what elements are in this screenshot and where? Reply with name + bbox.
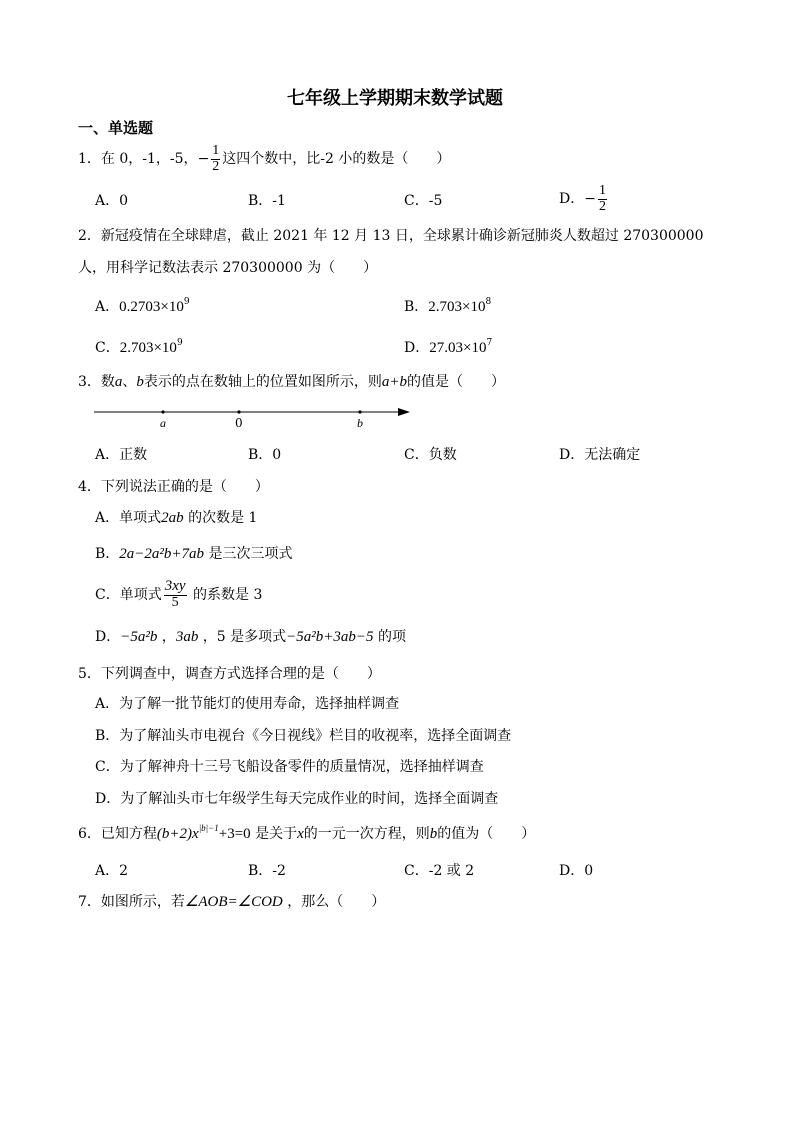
question-text: 这四个数中，比-2 小的数是（ ）: [222, 151, 451, 167]
question-text: 已知方程: [100, 826, 157, 842]
option-text: ，: [157, 629, 176, 645]
math-expression: −5a²b+3ab−5: [286, 629, 374, 645]
option-text: 是三次三项式: [204, 546, 293, 562]
math-expression: a+b: [381, 374, 408, 390]
math-expression: 2.703×10: [119, 340, 177, 356]
variable-b: b: [429, 826, 438, 842]
question-4: [78, 480, 269, 494]
option-d: D．为了解汕头市七年级学生每天完成作业的时间，选择全面调查: [95, 791, 499, 807]
option-a: A．0: [95, 193, 129, 209]
exponent: 9: [176, 338, 183, 348]
math-expression: (b+2)x: [156, 826, 199, 842]
math-expression: 0.2703×10: [119, 299, 184, 315]
option-c: C．为了解神舟十三号飞船设备零件的质量情况，选择抽样调查: [95, 759, 484, 775]
question-text: 在 0，-1，-5，: [100, 151, 198, 167]
section-heading: 一、单选题: [78, 119, 154, 137]
question-text: 下列说法正确的是（ ）: [100, 479, 269, 495]
option-d: D．0: [559, 863, 594, 879]
fraction-numerator: 1: [598, 182, 606, 198]
question-number: 7．: [78, 894, 101, 910]
number-line: [94, 402, 414, 434]
option-b: [404, 297, 492, 315]
question-number: 4．: [78, 479, 101, 495]
option-text: ，5 是多项式: [198, 629, 287, 645]
math-expression: 2a−2a²b+7ab: [119, 546, 205, 562]
math-expression: +3=0: [218, 826, 251, 842]
math-expression: 2ab: [161, 510, 184, 526]
axis-label-zero: 0: [235, 416, 243, 430]
option-c: C．负数: [404, 447, 457, 463]
math-expression: 27.03×10: [429, 340, 487, 356]
question-5: [78, 667, 381, 681]
option-c: [95, 338, 183, 356]
option-label: C．: [95, 340, 120, 356]
variable-a: a: [114, 374, 123, 390]
option-label: D．: [404, 340, 430, 356]
question-text: ，那么（ ）: [282, 894, 386, 910]
question-number: 1．: [78, 151, 101, 167]
option-d: [95, 630, 406, 645]
axis-label-b: b: [357, 416, 363, 430]
question-text: 的一元一次方程，则: [303, 826, 430, 842]
variable-x: x: [297, 826, 304, 842]
option-label: C．单项式: [95, 587, 162, 603]
question-text: 表示的点在数轴上的位置如图所示，则: [143, 374, 382, 390]
option-d: D．无法确定: [559, 447, 641, 463]
question-3: [78, 375, 505, 390]
option-label: D．: [559, 191, 585, 207]
fraction-denominator: 2: [212, 158, 220, 174]
question-number: 3．: [78, 374, 101, 390]
question-2: [78, 229, 704, 243]
exponent: 9: [183, 297, 190, 307]
option-label: B．: [404, 299, 429, 315]
option-c: C．-2 或 2: [404, 863, 475, 879]
fraction: [598, 184, 607, 214]
option-d: [404, 338, 493, 356]
option-b: B．-1: [248, 193, 286, 209]
axis-label-a: a: [160, 416, 166, 430]
option-a: A．2: [95, 863, 129, 879]
fraction-numerator: 1: [212, 142, 220, 158]
point-a: [161, 410, 164, 413]
point-origin: [237, 410, 240, 413]
option-label: B．: [95, 546, 120, 562]
fraction: [164, 579, 187, 610]
question-text: 是关于: [250, 826, 298, 842]
question-text: 如图所示，若: [100, 894, 185, 910]
question-text: 的值为（ ）: [437, 826, 536, 842]
option-text: 的系数是 3: [188, 587, 263, 603]
question-number: 5．: [78, 666, 101, 682]
fraction-denominator: 5: [171, 595, 179, 611]
fraction: [211, 144, 220, 174]
option-b: B．-2: [248, 863, 286, 879]
page-title: 七年级上学期期末数学试题: [287, 88, 503, 109]
question-text: 新冠疫情在全球肆虐，截止 2021 年 12 月 13 日，全球累计确诊新冠肺炎人数超过 270300000: [100, 228, 704, 244]
exponent: 8: [485, 297, 492, 307]
option-a: A．为了解一批节能灯的使用寿命，选择抽样调查: [95, 696, 400, 712]
option-label: A．单项式: [95, 510, 162, 526]
question-text: 数: [100, 374, 115, 390]
option-c: C．-5: [404, 193, 443, 209]
option-b: B．为了解汕头市电视台《今日视线》栏目的收视率，选择全面调查: [95, 728, 512, 744]
math-expression: 3ab: [175, 629, 199, 645]
question-text: 下列调查中，调查方式选择合理的是（ ）: [100, 666, 381, 682]
math-expression: −5a²b: [120, 629, 158, 645]
arrow-head-icon: [398, 408, 410, 416]
variable-b: b: [136, 374, 144, 390]
math-expression: 2.703×10: [428, 299, 486, 315]
point-b: [358, 410, 361, 413]
exponent: 7: [486, 338, 493, 348]
minus-sign: −: [197, 151, 210, 167]
question-7: [78, 895, 385, 910]
option-label: A．: [95, 299, 120, 315]
math-expression: ∠AOB=∠COD: [184, 894, 283, 910]
question-6: [78, 823, 536, 842]
option-a: [95, 511, 257, 526]
exponent: |b|−1: [198, 823, 219, 833]
option-d: [559, 183, 609, 215]
option-text: 的次数是 1: [183, 510, 258, 526]
question-number: 2．: [78, 228, 101, 244]
question-2-line-2: 人，用科学记数法表示 270300000 为（ ）: [78, 260, 378, 276]
option-b: B．0: [248, 447, 282, 463]
option-c: [95, 578, 262, 612]
question-1: [78, 143, 450, 175]
question-text: 、: [122, 374, 137, 390]
option-a: A．正数: [95, 447, 148, 463]
option-a: [95, 297, 190, 315]
option-label: D．: [95, 629, 121, 645]
question-number: 6．: [78, 826, 101, 842]
fraction-numerator: 3xy: [164, 578, 186, 595]
minus-sign: −: [584, 191, 596, 207]
question-text: 的值是（ ）: [407, 374, 506, 390]
fraction-denominator: 2: [598, 198, 606, 214]
option-b: [95, 547, 293, 562]
option-text: 的项: [373, 629, 406, 645]
